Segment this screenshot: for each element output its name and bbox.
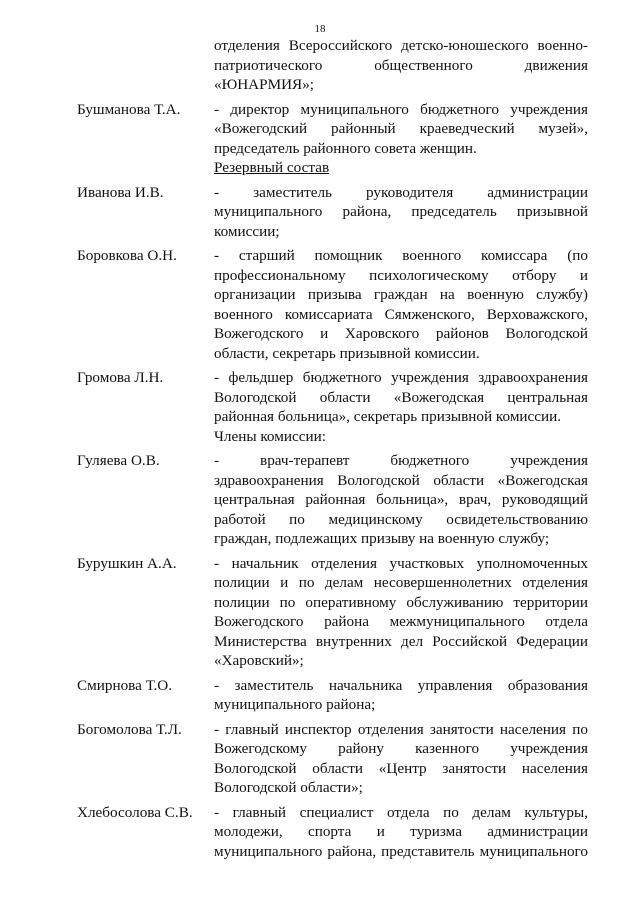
desc-line: муниципального района, председатель призывной [214,203,588,220]
entry-name: Хлебосолова С.В. [77,803,193,821]
member-entry [0,368,640,427]
continuation-entry [0,36,640,95]
entry-description [214,100,588,159]
desc-line: работой по медицинскому освидетельствованию [214,510,588,528]
members-heading: Члены комиссии: [214,427,326,445]
member-entry [0,451,640,549]
entry-name: Смирнова Т.О. [77,676,173,694]
member-entry [0,183,640,242]
entry-description [214,451,588,549]
entry-description [214,368,588,427]
member-entry [0,100,640,159]
desc-line: «ЮНАРМИЯ»; [214,76,315,93]
desc-line: области, секретарь призывной комиссии. [214,344,480,362]
desc-line: Вожегодского и Харовского районов Вологодской [214,325,588,342]
desc-line: центральная районная больница», врач, руководящий [214,491,588,508]
desc-line: «Вожегодский районный краеведческий музей», [214,120,588,137]
entry-name: Боровкова О.Н. [77,247,177,264]
entry-name [0,36,214,95]
entry-description [214,36,588,95]
desc-line: - старший помощник военного комиссара (по [214,247,588,264]
desc-line: муниципального района, представитель муниципального [214,842,588,860]
desc-line: - главный инспектор отделения занятости населения по [214,720,588,738]
desc-line: профессиональному психологическому отбору и [214,266,588,284]
entry-description [214,676,588,715]
desc-line: отделения Всероссийского детско-юношеского военно- [214,37,588,54]
entry-name: Иванова И.В. [77,183,164,201]
entry-description [214,720,588,798]
desc-line: - главный специалист отдела по делам культуры, [214,803,588,821]
desc-line: - заместитель руководителя администрации [214,183,588,201]
desc-line: комиссии; [214,222,280,240]
desc-line: - директор муниципального бюджетного учреждения [214,100,588,118]
desc-line: «Харовский»; [214,652,304,669]
member-entry [0,246,640,363]
desc-line: молодежи, спорта и туризма администрации [214,823,588,840]
entry-description [214,183,588,242]
page-number: 18 [314,23,326,35]
entry-description [214,246,588,363]
reserve-heading: Резервный состав [214,159,330,176]
desc-line: патриотического общественного движения [214,56,588,74]
member-entry [0,720,640,798]
desc-line: Вологодской области «Вожегодская центральная [214,388,588,406]
entry-name: Богомолова Т.Л. [77,720,182,738]
desc-line: - начальник отделения участковых уполномоченных [214,554,588,572]
member-entry [0,803,640,862]
desc-line: полиции и по делам несовершеннолетних отделения [214,574,588,591]
member-entry [0,554,640,671]
entry-description [214,803,588,862]
desc-line: муниципального района; [214,696,376,713]
entry-name: Бурушкин А.А. [77,554,177,572]
desc-line: организации призыва граждан на военную службу) [214,286,588,303]
entry-name: Гуляева О.В. [77,452,160,469]
member-entry [0,676,640,715]
desc-line: - врач-терапевт бюджетного учреждения [214,452,588,469]
desc-line: Министерства внутренних дел Российской Федерации [214,632,588,650]
desc-line: военного комиссариата Сямженского, Верховажского, [214,305,588,323]
desc-line: - фельдшер бюджетного учреждения здравоохранения [214,369,588,386]
desc-line: здравоохранения Вологодской области «Вожегодская [214,471,588,489]
desc-line: районная больница», секретарь призывной комиссии. [214,408,562,425]
entry-description [214,554,588,671]
desc-line: Вожегодского района межмуниципального отдела [214,613,588,630]
desc-line: Вожегодскому району казенного учреждения [214,740,588,757]
desc-line: Вологодской области «Центр занятости населения [214,759,588,777]
desc-line: председатель районного совета женщин. [214,139,477,157]
desc-line: Вологодской области»; [214,779,363,796]
entry-name: Громова Л.Н. [77,369,164,386]
entry-name: Бушманова Т.А. [77,100,181,118]
desc-line: граждан, подлежащих призыву на военную службу; [214,530,550,547]
document-body [0,36,640,861]
desc-line: - заместитель начальника управления образования [214,676,588,694]
desc-line: полиции по оперативному обслуживанию территории [214,593,588,611]
